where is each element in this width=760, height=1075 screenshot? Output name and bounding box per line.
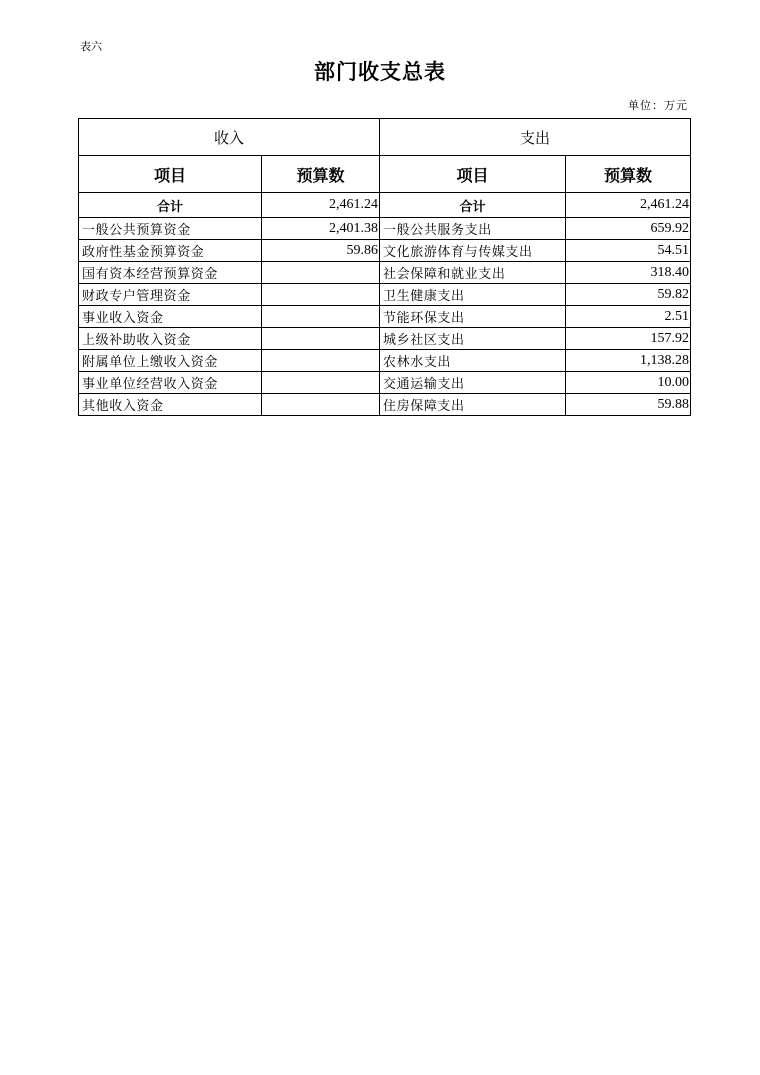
income-value-cell: [262, 394, 380, 416]
expense-value-cell: 59.82: [566, 284, 691, 306]
income-header: 收入: [79, 119, 380, 156]
total-row: [79, 193, 691, 218]
expense-item-cell: 文化旅游体育与传媒支出: [380, 240, 566, 262]
income-item-cell: 财政专户管理资金: [79, 284, 262, 306]
table-row: [79, 218, 691, 240]
income-value-cell: [262, 284, 380, 306]
expense-total-label: 合计: [380, 193, 566, 218]
income-item-cell: 其他收入资金: [79, 394, 262, 416]
income-value-cell: [262, 350, 380, 372]
budget-summary-table: [78, 118, 691, 416]
table-row: [79, 262, 691, 284]
expense-value-cell: 59.88: [566, 394, 691, 416]
expense-header: 支出: [380, 119, 691, 156]
income-item-cell: 政府性基金预算资金: [79, 240, 262, 262]
expense-value-cell: 54.51: [566, 240, 691, 262]
table-row: [79, 240, 691, 262]
income-item-cell: 上级补助收入资金: [79, 328, 262, 350]
expense-item-cell: 农林水支出: [380, 350, 566, 372]
expense-budget-column-header: 预算数: [566, 156, 691, 193]
column-header-row: [79, 156, 691, 193]
expense-item-cell: 交通运输支出: [380, 372, 566, 394]
income-value-cell: 2,401.38: [262, 218, 380, 240]
table-row: [79, 306, 691, 328]
table-row: [79, 372, 691, 394]
page-title: 部门收支总表: [314, 59, 446, 84]
expense-value-cell: 2.51: [566, 306, 691, 328]
section-header-row: [79, 119, 691, 156]
income-value-cell: [262, 306, 380, 328]
expense-value-cell: 659.92: [566, 218, 691, 240]
unit-label: 单位：万元: [628, 99, 688, 112]
expense-value-cell: 10.00: [566, 372, 691, 394]
income-item-cell: 一般公共预算资金: [79, 218, 262, 240]
income-item-column-header: 项目: [79, 156, 262, 193]
table-row: [79, 350, 691, 372]
expense-total-value: 2,461.24: [566, 193, 691, 218]
table-row: [79, 328, 691, 350]
expense-item-cell: 住房保障支出: [380, 394, 566, 416]
expense-value-cell: 318.40: [566, 262, 691, 284]
income-item-cell: 附属单位上缴收入资金: [79, 350, 262, 372]
income-total-value: 2,461.24: [262, 193, 380, 218]
expense-value-cell: 157.92: [566, 328, 691, 350]
income-budget-column-header: 预算数: [262, 156, 380, 193]
income-total-label: 合计: [79, 193, 262, 218]
expense-item-cell: 节能环保支出: [380, 306, 566, 328]
income-value-cell: [262, 328, 380, 350]
table-row: [79, 284, 691, 306]
income-value-cell: [262, 372, 380, 394]
expense-item-cell: 城乡社区支出: [380, 328, 566, 350]
income-value-cell: 59.86: [262, 240, 380, 262]
income-item-cell: 事业单位经营收入资金: [79, 372, 262, 394]
expense-item-cell: 一般公共服务支出: [380, 218, 566, 240]
table-number-label: 表六: [80, 40, 102, 53]
expense-item-cell: 社会保障和就业支出: [380, 262, 566, 284]
income-item-cell: 国有资本经营预算资金: [79, 262, 262, 284]
income-item-cell: 事业收入资金: [79, 306, 262, 328]
expense-item-column-header: 项目: [380, 156, 566, 193]
expense-item-cell: 卫生健康支出: [380, 284, 566, 306]
expense-value-cell: 1,138.28: [566, 350, 691, 372]
income-value-cell: [262, 262, 380, 284]
table-row: [79, 394, 691, 416]
